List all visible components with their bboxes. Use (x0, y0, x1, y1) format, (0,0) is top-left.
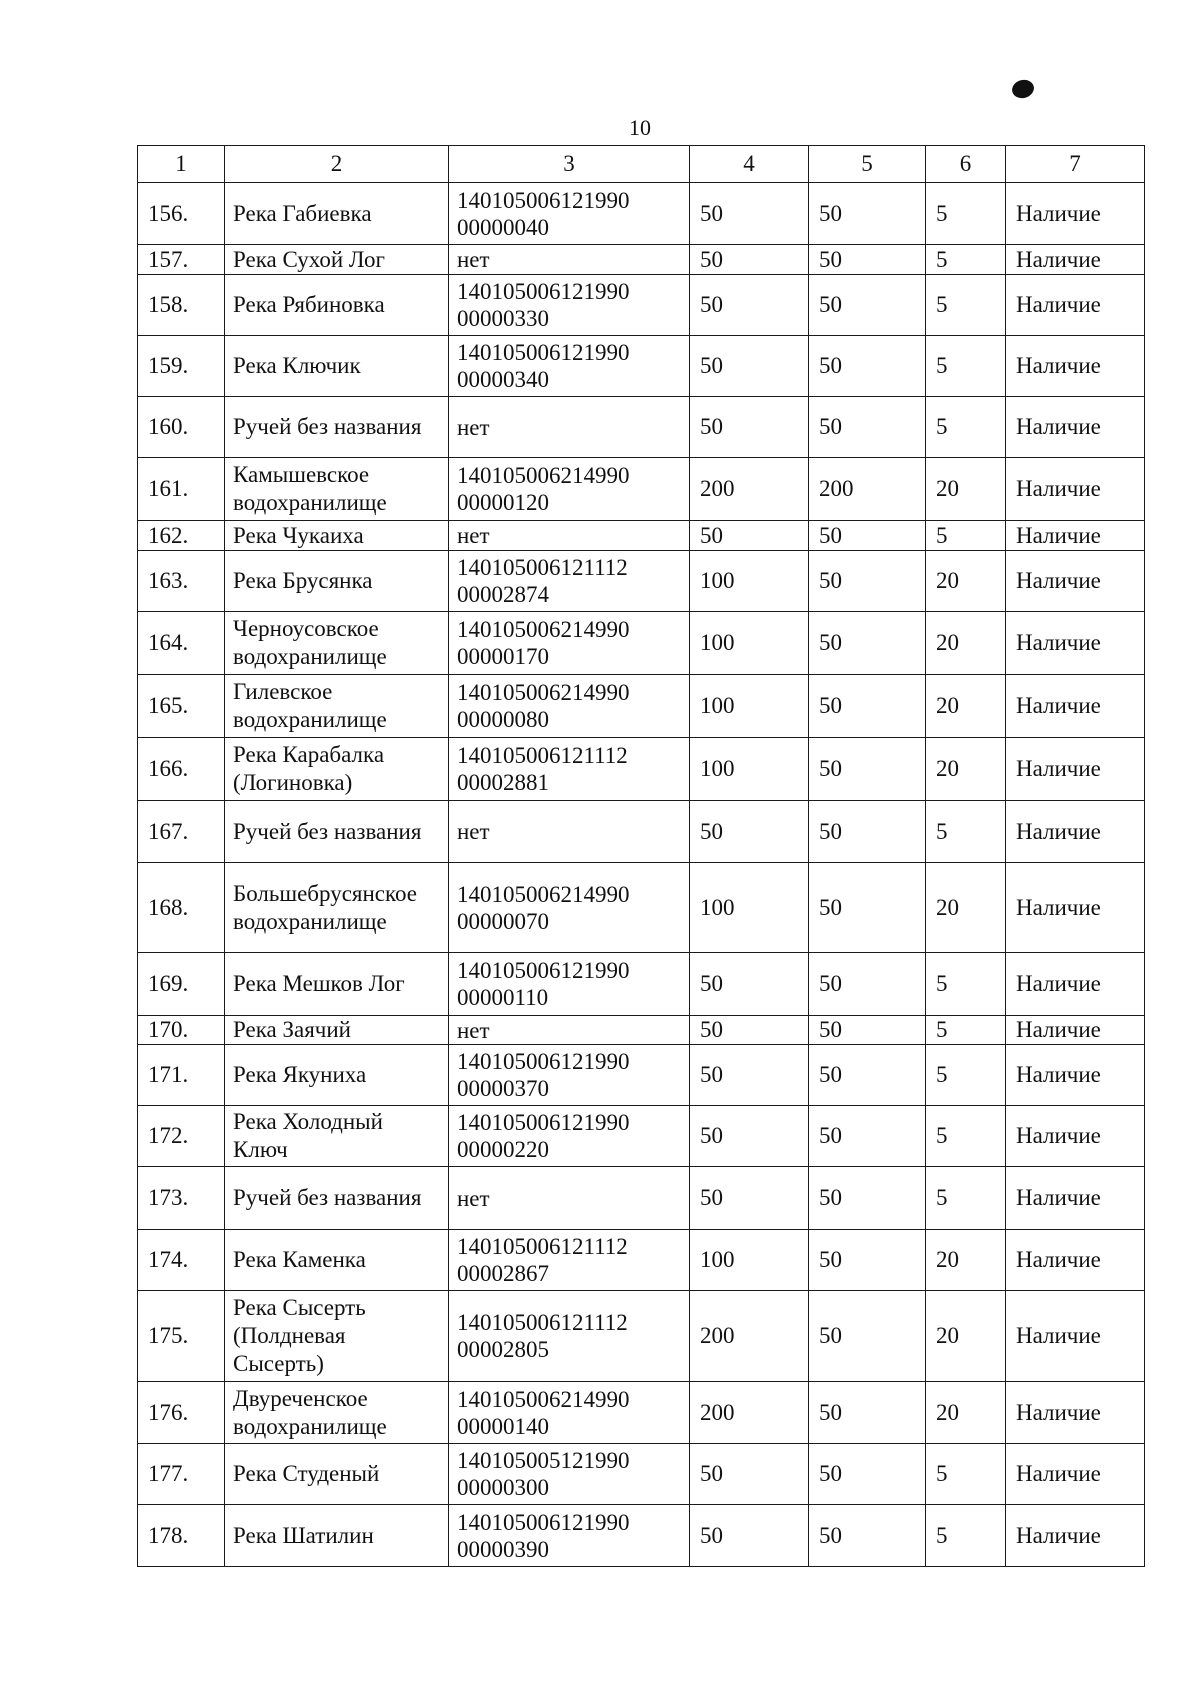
column-5-value-cell: 50 (809, 1291, 926, 1382)
row-number-cell: 172. (138, 1106, 225, 1167)
water-body-name-cell: Река Чукаиха (225, 521, 449, 551)
table-row (138, 738, 1145, 801)
column-6-value-cell: 5 (926, 245, 1006, 275)
column-5-value-cell: 50 (809, 245, 926, 275)
row-number-cell: 171. (138, 1045, 225, 1106)
column-5-value-cell: 50 (809, 397, 926, 458)
column-5-value-cell: 50 (809, 1230, 926, 1291)
registry-code-cell: 140105006121990 00000330 (449, 275, 690, 336)
table-row (138, 1016, 1145, 1045)
page-number: 10 (629, 115, 651, 140)
water-body-name-cell: Ручей без названия (225, 801, 449, 863)
column-6-value-cell: 20 (926, 1382, 1006, 1444)
column-header: 7 (1006, 146, 1145, 183)
column-6-value-cell: 20 (926, 551, 1006, 612)
table-row (138, 1045, 1145, 1106)
column-header: 2 (225, 146, 449, 183)
status-cell: Наличие (1006, 397, 1145, 458)
status-cell: Наличие (1006, 245, 1145, 275)
column-5-value-cell: 50 (809, 1106, 926, 1167)
status-cell: Наличие (1006, 738, 1145, 801)
water-body-name-cell: Ручей без названия (225, 397, 449, 458)
status-cell: Наличие (1006, 336, 1145, 397)
row-number-cell: 164. (138, 612, 225, 675)
water-body-name-cell: Река Якуниха (225, 1045, 449, 1106)
row-number-cell: 174. (138, 1230, 225, 1291)
column-6-value-cell: 5 (926, 275, 1006, 336)
row-number-cell: 159. (138, 336, 225, 397)
status-cell: Наличие (1006, 1382, 1145, 1444)
row-number-cell: 177. (138, 1444, 225, 1505)
row-number-cell: 163. (138, 551, 225, 612)
row-number-cell: 165. (138, 675, 225, 738)
row-number-cell: 167. (138, 801, 225, 863)
registry-code-cell: 140105006121112 00002874 (449, 551, 690, 612)
registry-code-cell: 140105006121990 00000040 (449, 183, 690, 245)
table-row (138, 863, 1145, 953)
water-bodies-table (137, 145, 1145, 1567)
registry-code-cell: 140105006214990 00000140 (449, 1382, 690, 1444)
registry-code-cell: 140105006121112 00002881 (449, 738, 690, 801)
column-5-value-cell: 50 (809, 1505, 926, 1567)
column-5-value-cell: 50 (809, 336, 926, 397)
registry-code-cell: нет (449, 397, 690, 458)
column-4-value-cell: 200 (690, 1291, 809, 1382)
status-cell: Наличие (1006, 863, 1145, 953)
column-4-value-cell: 50 (690, 1505, 809, 1567)
column-4-value-cell: 100 (690, 612, 809, 675)
status-cell: Наличие (1006, 1016, 1145, 1045)
column-6-value-cell: 5 (926, 1505, 1006, 1567)
table-row (138, 1291, 1145, 1382)
table-row (138, 397, 1145, 458)
column-5-value-cell: 50 (809, 183, 926, 245)
table-row (138, 336, 1145, 397)
table-row (138, 1230, 1145, 1291)
column-6-value-cell: 20 (926, 612, 1006, 675)
table-header-row (138, 146, 1145, 183)
registry-code-cell: 140105006214990 00000080 (449, 675, 690, 738)
row-number-cell: 162. (138, 521, 225, 551)
water-body-name-cell: Река Заячий (225, 1016, 449, 1045)
column-6-value-cell: 5 (926, 183, 1006, 245)
water-body-name-cell: Река Студеный (225, 1444, 449, 1505)
table-row (138, 521, 1145, 551)
column-6-value-cell: 5 (926, 1106, 1006, 1167)
water-body-name-cell: Река Сысерть (Полдневая Сысерть) (225, 1291, 449, 1382)
status-cell: Наличие (1006, 275, 1145, 336)
column-6-value-cell: 5 (926, 1016, 1006, 1045)
registry-code-cell: 140105006121112 00002805 (449, 1291, 690, 1382)
water-body-name-cell: Двуреченское водохранилище (225, 1382, 449, 1444)
registry-code-cell: 140105006214990 00000070 (449, 863, 690, 953)
table-row (138, 458, 1145, 521)
status-cell: Наличие (1006, 1167, 1145, 1230)
column-4-value-cell: 200 (690, 1382, 809, 1444)
row-number-cell: 178. (138, 1505, 225, 1567)
column-5-value-cell: 50 (809, 801, 926, 863)
status-cell: Наличие (1006, 183, 1145, 245)
column-6-value-cell: 5 (926, 397, 1006, 458)
status-cell: Наличие (1006, 521, 1145, 551)
column-6-value-cell: 20 (926, 675, 1006, 738)
column-6-value-cell: 20 (926, 863, 1006, 953)
row-number-cell: 156. (138, 183, 225, 245)
table-row (138, 1167, 1145, 1230)
column-4-value-cell: 50 (690, 336, 809, 397)
column-5-value-cell: 50 (809, 738, 926, 801)
column-header: 1 (138, 146, 225, 183)
registry-code-cell: нет (449, 245, 690, 275)
registry-code-cell: 140105005121990 00000300 (449, 1444, 690, 1505)
column-6-value-cell: 5 (926, 1167, 1006, 1230)
water-body-name-cell: Черноусовское водохранилище (225, 612, 449, 675)
water-body-name-cell: Река Габиевка (225, 183, 449, 245)
status-cell: Наличие (1006, 458, 1145, 521)
column-header: 6 (926, 146, 1006, 183)
table-row (138, 1382, 1145, 1444)
column-4-value-cell: 50 (690, 1167, 809, 1230)
water-body-name-cell: Большебрусянское водохранилище (225, 863, 449, 953)
water-body-name-cell: Гилевское водохранилище (225, 675, 449, 738)
ink-blot-mark (1010, 77, 1036, 100)
column-5-value-cell: 50 (809, 863, 926, 953)
column-6-value-cell: 20 (926, 458, 1006, 521)
registry-code-cell: нет (449, 801, 690, 863)
status-cell: Наличие (1006, 551, 1145, 612)
column-6-value-cell: 20 (926, 738, 1006, 801)
column-4-value-cell: 100 (690, 551, 809, 612)
water-body-name-cell: Камышевское водохранилище (225, 458, 449, 521)
table-row (138, 612, 1145, 675)
column-4-value-cell: 100 (690, 675, 809, 738)
column-6-value-cell: 5 (926, 1444, 1006, 1505)
water-body-name-cell: Река Брусянка (225, 551, 449, 612)
row-number-cell: 158. (138, 275, 225, 336)
table-row (138, 675, 1145, 738)
column-5-value-cell: 50 (809, 521, 926, 551)
registry-code-cell: 140105006121990 00000370 (449, 1045, 690, 1106)
column-5-value-cell: 50 (809, 1444, 926, 1505)
column-4-value-cell: 50 (690, 521, 809, 551)
column-5-value-cell: 50 (809, 953, 926, 1016)
column-6-value-cell: 5 (926, 336, 1006, 397)
row-number-cell: 170. (138, 1016, 225, 1045)
column-5-value-cell: 50 (809, 1016, 926, 1045)
column-6-value-cell: 20 (926, 1230, 1006, 1291)
status-cell: Наличие (1006, 612, 1145, 675)
column-4-value-cell: 100 (690, 738, 809, 801)
status-cell: Наличие (1006, 953, 1145, 1016)
status-cell: Наличие (1006, 675, 1145, 738)
table-row (138, 183, 1145, 245)
column-6-value-cell: 5 (926, 953, 1006, 1016)
status-cell: Наличие (1006, 1291, 1145, 1382)
table-row (138, 801, 1145, 863)
column-6-value-cell: 5 (926, 521, 1006, 551)
row-number-cell: 161. (138, 458, 225, 521)
water-body-name-cell: Река Каменка (225, 1230, 449, 1291)
column-4-value-cell: 50 (690, 1106, 809, 1167)
table-row (138, 1505, 1145, 1567)
row-number-cell: 176. (138, 1382, 225, 1444)
table-row (138, 953, 1145, 1016)
table-row (138, 1444, 1145, 1505)
row-number-cell: 166. (138, 738, 225, 801)
status-cell: Наличие (1006, 1444, 1145, 1505)
column-5-value-cell: 50 (809, 551, 926, 612)
column-6-value-cell: 20 (926, 1291, 1006, 1382)
water-body-name-cell: Река Карабалка (Логиновка) (225, 738, 449, 801)
column-4-value-cell: 50 (690, 801, 809, 863)
water-body-name-cell: Река Ключик (225, 336, 449, 397)
registry-code-cell: 140105006121990 00000340 (449, 336, 690, 397)
registry-code-cell: 140105006214990 00000120 (449, 458, 690, 521)
table-row (138, 551, 1145, 612)
table-body (138, 183, 1145, 1567)
column-4-value-cell: 50 (690, 397, 809, 458)
water-body-name-cell: Река Холодный Ключ (225, 1106, 449, 1167)
column-4-value-cell: 50 (690, 1444, 809, 1505)
column-4-value-cell: 50 (690, 953, 809, 1016)
column-header: 3 (449, 146, 690, 183)
registry-code-cell: 140105006214990 00000170 (449, 612, 690, 675)
column-4-value-cell: 50 (690, 183, 809, 245)
column-4-value-cell: 100 (690, 863, 809, 953)
status-cell: Наличие (1006, 1045, 1145, 1106)
column-4-value-cell: 100 (690, 1230, 809, 1291)
table-row (138, 275, 1145, 336)
row-number-cell: 168. (138, 863, 225, 953)
column-4-value-cell: 50 (690, 245, 809, 275)
registry-code-cell: нет (449, 521, 690, 551)
column-5-value-cell: 50 (809, 275, 926, 336)
status-cell: Наличие (1006, 1230, 1145, 1291)
row-number-cell: 175. (138, 1291, 225, 1382)
status-cell: Наличие (1006, 1505, 1145, 1567)
column-4-value-cell: 50 (690, 1045, 809, 1106)
column-header: 5 (809, 146, 926, 183)
status-cell: Наличие (1006, 801, 1145, 863)
registry-code-cell: 140105006121990 00000110 (449, 953, 690, 1016)
registry-code-cell: 140105006121990 00000220 (449, 1106, 690, 1167)
registry-code-cell: нет (449, 1167, 690, 1230)
row-number-cell: 169. (138, 953, 225, 1016)
column-5-value-cell: 200 (809, 458, 926, 521)
table-row (138, 1106, 1145, 1167)
column-5-value-cell: 50 (809, 1045, 926, 1106)
registry-code-cell: нет (449, 1016, 690, 1045)
registry-code-cell: 140105006121112 00002867 (449, 1230, 690, 1291)
row-number-cell: 157. (138, 245, 225, 275)
column-6-value-cell: 5 (926, 801, 1006, 863)
column-4-value-cell: 50 (690, 275, 809, 336)
column-5-value-cell: 50 (809, 1167, 926, 1230)
row-number-cell: 160. (138, 397, 225, 458)
water-body-name-cell: Ручей без названия (225, 1167, 449, 1230)
water-body-name-cell: Река Мешков Лог (225, 953, 449, 1016)
row-number-cell: 173. (138, 1167, 225, 1230)
column-header: 4 (690, 146, 809, 183)
status-cell: Наличие (1006, 1106, 1145, 1167)
column-5-value-cell: 50 (809, 1382, 926, 1444)
column-4-value-cell: 50 (690, 1016, 809, 1045)
registry-code-cell: 140105006121990 00000390 (449, 1505, 690, 1567)
column-4-value-cell: 200 (690, 458, 809, 521)
table-row (138, 245, 1145, 275)
column-5-value-cell: 50 (809, 612, 926, 675)
water-body-name-cell: Река Сухой Лог (225, 245, 449, 275)
water-body-name-cell: Река Рябиновка (225, 275, 449, 336)
water-body-name-cell: Река Шатилин (225, 1505, 449, 1567)
column-5-value-cell: 50 (809, 675, 926, 738)
column-6-value-cell: 5 (926, 1045, 1006, 1106)
